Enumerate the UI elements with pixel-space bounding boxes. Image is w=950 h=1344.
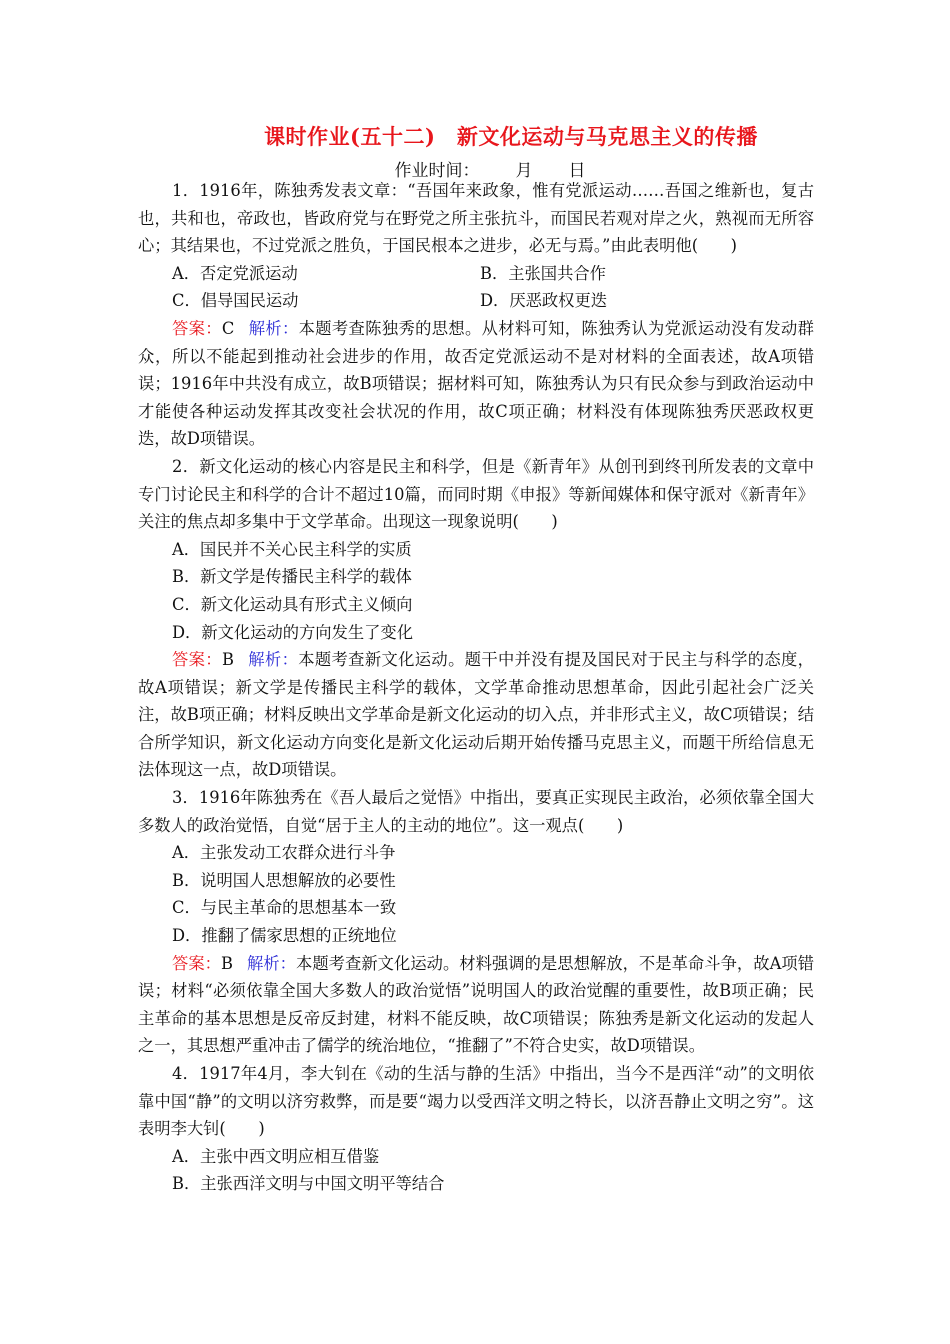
option-b: B．主张西洋文明与中国文明平等结合: [172, 1174, 445, 1194]
option-b: B．说明国人思想解放的必要性: [172, 870, 396, 890]
question-stem: 2．新文化运动的核心内容是民主和科学，但是《新青年》从创刊到终刊所发表的文章中专门讨论民主和科学的合计不超过10篇，而同时期《申报》等新闻媒体和保守派对《新青年》关注的焦点却多集中于文学革命。出现这一现象说明( ): [138, 456, 814, 532]
month-label: 月: [515, 161, 533, 181]
analysis-label: 解析：: [248, 318, 299, 338]
answer-letter: B: [221, 953, 233, 973]
analysis-text: 本题考查新文化运动。题干中并没有提及国民对于民主与科学的态度，故A项错误；新文学是传播民主科学的载体，文学革命推动思想革命，因此引起社会广泛关注，故B项正确；材料反映出文学革命是新文化运动的切入点，并非形式主义，故C项错误；结合所学知识，新文化运动方向变化是新文化运动后期开始传播马克思主义，而题干所给信息无法体现这一点，故D项错误。: [138, 650, 814, 780]
option-d: D．推翻了儒家思想的正统地位: [172, 926, 397, 946]
day-label: 日: [568, 161, 586, 181]
option-d: D．厌恶政权更迭: [480, 291, 608, 311]
analysis-text: 本题考查陈独秀的思想。从材料可知，陈独秀认为党派运动没有发动群众，所以不能起到推动社会进步的作用，故否定党派运动不是对材料的全面表述，故A项错误；1916年中共没有成立，故B项错误；据材料可知，陈独秀认为只有民众参与到政治运动中才能使各种运动发挥其改变社会状况的作用，故C项正确；材料没有体现陈独秀厌恶政权更迭，故D项错误。: [138, 318, 814, 449]
option-c: C．新文化运动具有形式主义倾向: [172, 594, 413, 614]
option-b: B．新文学是传播民主科学的载体: [172, 567, 412, 587]
option-a: A．主张中西文明应相互借鉴: [172, 1146, 380, 1166]
analysis-label: 解析：: [247, 650, 299, 670]
option-row: [138, 260, 814, 288]
answer-block: [138, 315, 814, 453]
analysis-label: 解析：: [246, 953, 297, 973]
option-a: A．否定党派运动: [172, 263, 298, 283]
question-stem: 4．1917年4月，李大钊在《动的生活与静的生活》中指出，当今不是西洋“动”的文明依靠中国“静”的文明以济穷救弊，而是要“竭力以受西洋文明之特长，以济吾静止文明之穷”。这表明李大钊( ): [138, 1064, 814, 1139]
option-d: D．新文化运动的方向发生了变化: [172, 622, 413, 642]
work-time-label: 作业时间：: [394, 161, 480, 181]
answer-label: 答案：: [172, 318, 222, 338]
option-c: C．与民主革命的思想基本一致: [172, 898, 397, 918]
answer-letter: C: [221, 318, 235, 338]
option-row: [138, 287, 814, 315]
answer-block: [138, 950, 814, 1060]
question-list: [138, 177, 814, 1198]
option-a: A．国民并不关心民主科学的实质: [172, 539, 412, 559]
question-stem: 3．1916年陈独秀在《吾人最后之觉悟》中指出，要真正实现民主政治，必须依靠全国大多数人的政治觉悟，自觉“居于主人的主动的地位”。这一观点( ): [138, 788, 814, 835]
answer-label: 答案：: [172, 650, 222, 670]
page-title: 课时作业(五十二) 新文化运动与马克思主义的传播: [264, 124, 758, 149]
answer-label: 答案：: [172, 953, 221, 973]
answer-letter: B: [221, 650, 234, 670]
option-b: B．主张国共合作: [480, 263, 606, 283]
option-a: A．主张发动工农群众进行斗争: [172, 843, 396, 863]
answer-block: [138, 646, 814, 784]
analysis-text: 本题考查新文化运动。材料强调的是思想解放，不是革命斗争，故A项错误；材料“必须依靠全国大多数人的政治觉悟”说明国人的政治觉醒的重要性，故B项正确；民主革命的基本思想是反帝反封建，材料不能反映，故C项错误；陈独秀是新文化运动的发起人之一，其思想严重冲击了儒学的统治地位，“推翻了”不符合史实，故D项错误。: [138, 953, 814, 1056]
option-c: C．倡导国民运动: [172, 291, 299, 311]
question-stem: 1．1916年，陈独秀发表文章：“吾国年来政象，惟有党派运动……吾国之维新也，复古也，共和也，帝政也，皆政府党与在野党之所主张抗斗，而国民若观对岸之火，熟视而无所容心；其结果也，不过党派之胜负，于国民根本之进步，必无与焉。”由此表明他( ): [138, 181, 814, 256]
